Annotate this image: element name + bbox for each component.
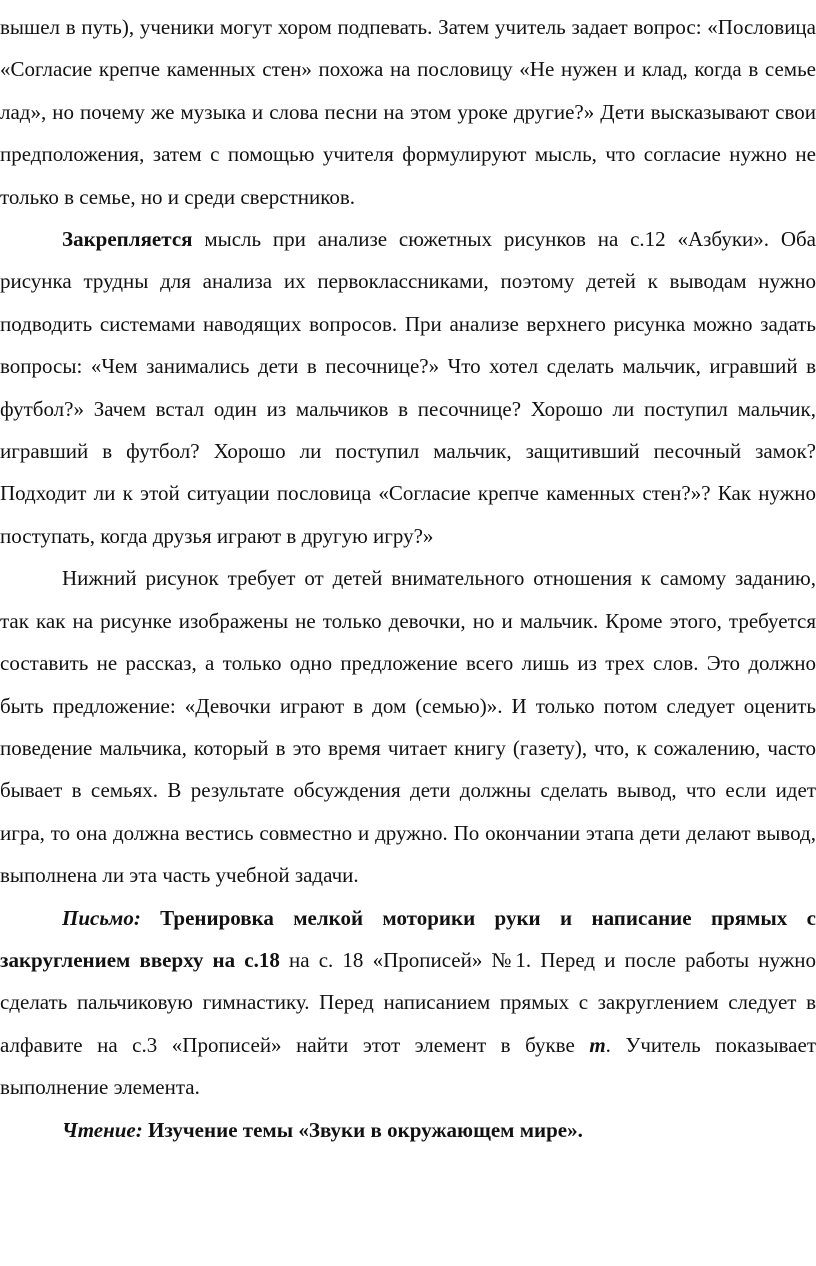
paragraph-writing-text: на с. 18 «Прописей» №1. Перед и после работы нужно сделать пальчиковую гимнастику. Перед написанием прямых с закруглением следует в алфавите на с.3 «Прописей» найти этот элемент в букве [0, 947, 816, 1057]
paragraph-reinforcement-text: мысль при анализе сюжетных рисунков на с.12 «Азбуки». Оба рисунка трудны для анализа их первоклассниками, поэтому детей к выводам нужно подводить системами наводящих вопросов. При анализе верхнего рисунка можно задать вопросы: «Чем занимались дети в песочнице?» Что хотел сделать мальчик, игравший в футбол?» Зачем встал один из мальчиков в песочнице? Хорошо ли поступил мальчик, игравший в футбол? Хорошо ли поступил мальчик, защитивший песочный замок? Подходит ли к этой ситуации пословица «Согласие крепче каменных стен?»? Как нужно поступать, когда друзья играют в другую игру?» [0, 227, 816, 548]
paragraph-lower-picture: Нижний рисунок требует от детей внимательного отношения к самому заданию, так как на рисунке изображены не только девочки, но и мальчик. Кроме этого, требуется составить не рассказ, а только одно предложение всего лишь из трех слов. Это должно быть предложение: «Девочки играют в дом (семью)». И только потом следует оценить поведение мальчика, который в это время читает книгу (газету), что, к сожалению, часто бывает в семьях. В результате обсуждения дети должны сделать вывод, что если идет игра, то она должна вестись совместно и дружно. По окончании этапа дети делают вывод, выполнена ли эта часть учебной задачи. [0, 566, 816, 888]
section-title-reading: Изучение темы «Звуки в окружающем мире». [142, 1117, 583, 1142]
section-label-writing: Письмо: [62, 905, 141, 930]
letter-t: т [589, 1032, 606, 1057]
paragraph-reading [0, 1109, 816, 1151]
paragraph-reinforcement [0, 218, 816, 557]
paragraph-intro: вышел в путь), ученики могут хором подпевать. Затем учитель задает вопрос: «Пословица «Согласие крепче каменных стен» похожа на пословицу «Не нужен и клад, когда в семье лад», но почему же музыка и слова песни на этом уроке другие?» Дети высказывают свои предположения, затем с помощью учителя формулируют мысль, что согласие нужно не только в семье, но и среди сверстников. [0, 15, 816, 209]
bold-term-reinforced: Закрепляется [62, 227, 193, 252]
section-label-reading: Чтение: [62, 1117, 143, 1142]
paragraph-writing-text-end: . Учитель показывает выполнение элемента. [0, 1032, 816, 1100]
paragraph-writing [0, 897, 816, 1109]
section-title-writing: Тренировка мелкой моторики руки и написание прямых с закруглением вверху на с.18 [0, 905, 816, 972]
